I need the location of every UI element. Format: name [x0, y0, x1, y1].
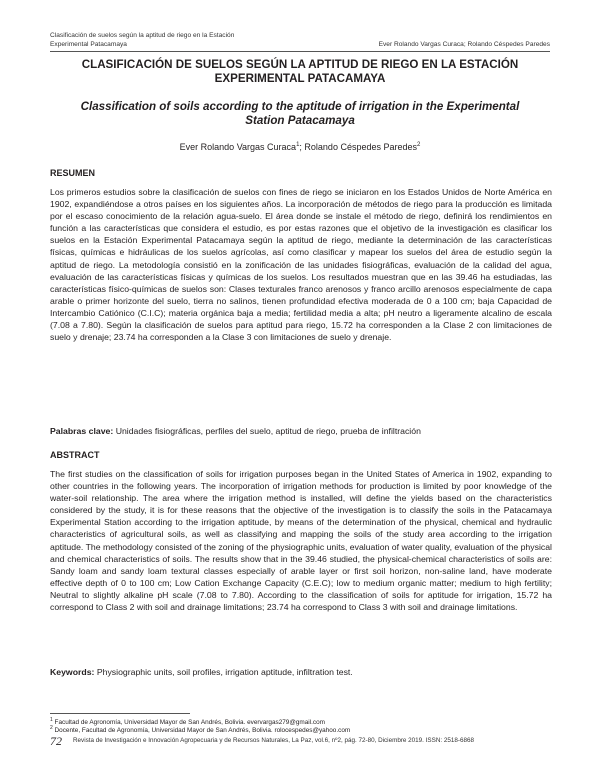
footnote-divider — [50, 713, 190, 714]
keywords — [50, 666, 550, 678]
page-number: 72 — [50, 734, 62, 748]
author-1: Ever Rolando Vargas Curaca — [179, 142, 297, 152]
author-line — [50, 142, 550, 152]
header-divider — [50, 51, 550, 52]
author-2-affiliation-mark: 2 — [417, 142, 421, 148]
title-english: Classification of soils according to the aptitude of irrigation in the Experimental Station Patacamaya — [80, 100, 520, 128]
running-header-authors — [379, 41, 550, 50]
abstract-text: The first studies on the classification of soils for irrigation purposes began in the United States of America in 1902, expanding to other countries in the following years. The incorporation of irrigation methods for production is limited by poor knowledge of the water-soil relationship. The area where the irrigation method is installed, will define the yields based on the characteristics considered by the study, it is for these reasons that the objective of the investigation is to classify the soils in the Patacamaya Experimental Station according to the irrigation aptitude, by means of the determination of the physical, chemical and hydraulic characteristics of agricultural soils, as well as classifying and mapping the soils of the study area according to the irrigation aptitude. The methodology consisted of the zoning of the physiographic units, evaluation of water quality, evaluation of the physical and chemical characteristics of soils. The results show that in the 39.46 studied, the physical-chemical characteristics of soils are: Sandy loam and sandy loam textural classes especially of arable layer or first soil horizon, non-saline land, have moderate effective depth of 0 to 100 cm; Low Cation Exchange Capacity (C.E.C); low to medium organic matter; medium to high fertility; Neutral to slightly alkaline pH scale (7.08 to 7.80). According to the classification of soils for aptitude for irrigation, 15.72 ha correspond to Class 2 with soil and drainage limitations; 23.74 ha correspond to Class 3 with soil and drainage limitations. — [50, 469, 552, 613]
footnote-2 — [50, 724, 350, 735]
journal-citation: Revista de Investigación e Innovación Agropecuaria y de Recursos Naturales, La Paz, vol.6, nº2, pág. 72-80, Diciembre 2019. ISSN: 2518-6868 — [73, 737, 474, 744]
keywords-label: Keywords: — [50, 667, 95, 677]
author-2: Rolando Céspedes Paredes — [304, 142, 417, 152]
resumen-text: Los primeros estudios sobre la clasificación de suelos con fines de riego se iniciaron en los Estados Unidos de Norte América en 1902, expandiéndose a otros países en los siguientes años. La incorporación de métodos de riego para la producción es limitada por el escaso conocimiento de la relación agua-suelo. El área donde se instale el método de riego, definirá los rendimientos en función a las características que considera el estudio, es por estas razones que el objetivo de la investigación es clasificar los suelos en la Estación Experimental Patacamaya según la aptitud de riego, mediante la determinación de las características físicas, químicas e hidráulicas de los suelos agrícolas, así como clasificar y mapear los suelos del área de estudio según la aptitud de riego. La metodología consistió en la zonificación de las unidades fisiográficas, evaluación de la calidad del agua, evaluación de las características físicas y químicas de los suelos. Los resultados muestran que en las 39.46 ha estudiadas, las características físico-químicas de suelos son: Clases texturales franco arenosos y franco arcillo arenosos especialmente de capa arable o primer horizonte del suelo, tierra no salinos, tienen profundidad efectiva moderada de 0 a 100 cm; baja Capacidad de Intercambio Catiónico (C.I.C); materia orgánica baja a media; fertilidad media a alta; pH neutro a ligeramente alcalino de escala (7.08 a 7.80). Según la clasificación de suelos para aptitud para riego, 15.72 ha corresponden a la Clase 2 con limitaciones de suelo y drenaje; 23.74 ha corresponden a la Clase 3 con limitaciones de suelo y drenaje. — [50, 187, 552, 343]
abstract-heading: ABSTRACT — [50, 450, 100, 460]
running-header-title-line2: Experimental Patacamaya — [50, 40, 127, 48]
palabras-clave-text: Unidades fisiográficas, perfiles del suelo, aptitud de riego, prueba de infiltración — [113, 426, 421, 436]
palabras-clave — [50, 425, 550, 437]
footnote-1-mark: 1 — [50, 717, 53, 723]
running-header-title — [50, 32, 270, 49]
footnote-2-text: Docente, Facultad de Agronomía, Universidad Mayor de San Andrés, Bolivia. rolocespedes@yahoo.com — [52, 727, 351, 735]
keywords-text: Physiographic units, soil profiles, irrigation aptitude, infiltration test. — [94, 667, 353, 677]
author-separator: ; — [299, 142, 305, 152]
title-spanish: CLASIFICACIÓN DE SUELOS SEGÚN LA APTITUD DE RIEGO EN LA ESTACIÓN EXPERIMENTAL PATACAMAYA — [81, 58, 519, 86]
footnote-2-mark: 2 — [50, 725, 53, 731]
author-1-affiliation-mark: 1 — [296, 142, 300, 148]
running-header-title-line1: Clasificación de suelos según la aptitud de riego en la Estación — [50, 32, 235, 39]
resumen-heading: RESUMEN — [50, 168, 96, 178]
running-header-authors-text: Ever Rolando Vargas Curaca; Rolando Céspedes Paredes — [378, 40, 550, 48]
palabras-clave-label: Palabras clave: — [50, 426, 114, 436]
footnote-1-text: Facultad de Agronomía, Universidad Mayor de San Andrés, Bolivia. evervargas279@gmail.com — [52, 719, 325, 727]
